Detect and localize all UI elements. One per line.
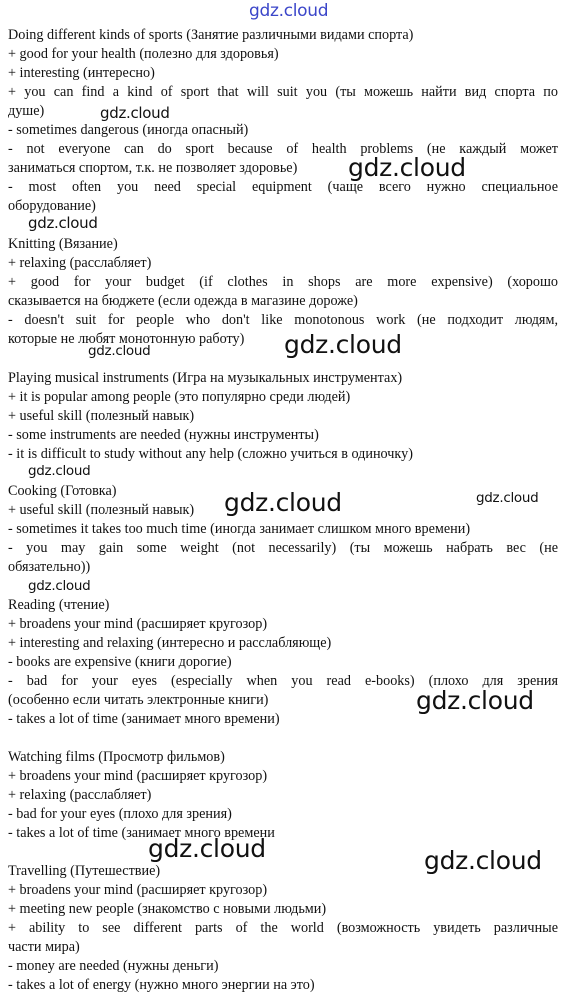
text-line: + useful skill (полезный навык) <box>8 408 195 424</box>
text-line: + interesting and relaxing (интересно и расслабляюще) <box>8 635 332 651</box>
text-line: - some instruments are needed (нужны инструменты) <box>8 427 319 443</box>
watermark: gdz.cloud <box>224 488 342 517</box>
heading-travelling: Travelling (Путешествие) <box>8 863 161 879</box>
text-line: - not everyone can do sport because of health problems (не каждый может <box>8 141 558 157</box>
text-line: + useful skill (полезный навык) <box>8 502 195 518</box>
text-line: - bad for your eyes (плохо для зрения) <box>8 806 232 822</box>
text-line: - sometimes dangerous (иногда опасный) <box>8 122 249 138</box>
watermark: gdz.cloud <box>100 104 170 122</box>
watermark: gdz.cloud <box>476 490 539 506</box>
text-line: - sometimes it takes too much time (иногда занимает слишком много времени) <box>8 521 471 537</box>
text-line: + broadens your mind (расширяет кругозор) <box>8 768 268 784</box>
text-line: (особенно если читать электронные книги) <box>8 692 269 708</box>
heading-reading: Reading (чтение) <box>8 597 110 613</box>
watermark: gdz.cloud <box>28 214 98 232</box>
heading-sports: Doing different kinds of sports (Занятие различными видами спорта) <box>8 27 414 43</box>
text-line: + ability to see different parts of the world (возможность увидеть различные <box>8 920 558 936</box>
text-line: заниматься спортом, т.к. не позволяет здоровье) <box>8 160 298 176</box>
text-line: - books are expensive (книги дорогие) <box>8 654 232 670</box>
text-line: + good for your budget (if clothes in shops are more expensive) (хорошо <box>8 274 558 290</box>
text-line: + it is popular among people (это популярно среди людей) <box>8 389 351 405</box>
watermark: gdz.cloud <box>28 578 91 594</box>
text-line: + interesting (интересно) <box>8 65 155 81</box>
heading-musical-instruments: Playing musical instruments (Игра на музыкальных инструментах) <box>8 370 403 386</box>
watermark: gdz.cloud <box>28 463 91 479</box>
text-line: - takes a lot of energy (нужно много энергии на это) <box>8 977 315 993</box>
heading-cooking: Cooking (Готовка) <box>8 483 117 499</box>
watermark: gdz.cloud <box>284 330 402 359</box>
watermark: gdz.cloud <box>348 153 466 182</box>
text-line: - takes a lot of time (занимает много времени) <box>8 711 280 727</box>
text-line: которые не любят монотонную работу) <box>8 331 245 347</box>
text-line: части мира) <box>8 939 80 955</box>
text-line: оборудование) <box>8 198 96 214</box>
text-line: - money are needed (нужны деньги) <box>8 958 219 974</box>
watermark: gdz.cloud <box>424 846 542 875</box>
text-line: душе) <box>8 103 45 119</box>
text-line: - bad for your eyes (especially when you read e-books) (плохо для зрения <box>8 673 558 689</box>
text-line: + meeting new people (знакомство с новыми людьми) <box>8 901 327 917</box>
heading-watching-films: Watching films (Просмотр фильмов) <box>8 749 225 765</box>
watermark: gdz.cloud <box>416 686 534 715</box>
text-line: - it is difficult to study without any help (сложно учиться в одиночку) <box>8 446 413 462</box>
text-line: + relaxing (расслабляет) <box>8 255 152 271</box>
text-line: + broadens your mind (расширяет кругозор) <box>8 882 268 898</box>
text-line: + relaxing (расслабляет) <box>8 787 152 803</box>
text-line: - most often you need special equipment (чаще всего нужно специальное <box>8 179 558 195</box>
text-line: обязательно)) <box>8 559 91 575</box>
text-line: сказывается на бюджете (если одежда в магазине дороже) <box>8 293 358 309</box>
watermark: gdz.cloud <box>148 834 266 863</box>
text-line: - takes a lot of time (занимает много времени <box>8 825 275 841</box>
watermark-top: gdz.cloud <box>249 1 329 21</box>
text-line: - doesn't suit for people who don't like monotonous work (не подходит людям, <box>8 312 558 328</box>
text-line: + good for your health (полезно для здоровья) <box>8 46 279 62</box>
watermark: gdz.cloud <box>88 343 151 359</box>
text-line: + you can find a kind of sport that will suit you (ты можешь найти вид спорта по <box>8 84 558 100</box>
heading-knitting: Knitting (Вязание) <box>8 236 118 252</box>
text-line: + broadens your mind (расширяет кругозор) <box>8 616 268 632</box>
text-line: - you may gain some weight (not necessarily) (ты можешь набрать вес (не <box>8 540 558 556</box>
